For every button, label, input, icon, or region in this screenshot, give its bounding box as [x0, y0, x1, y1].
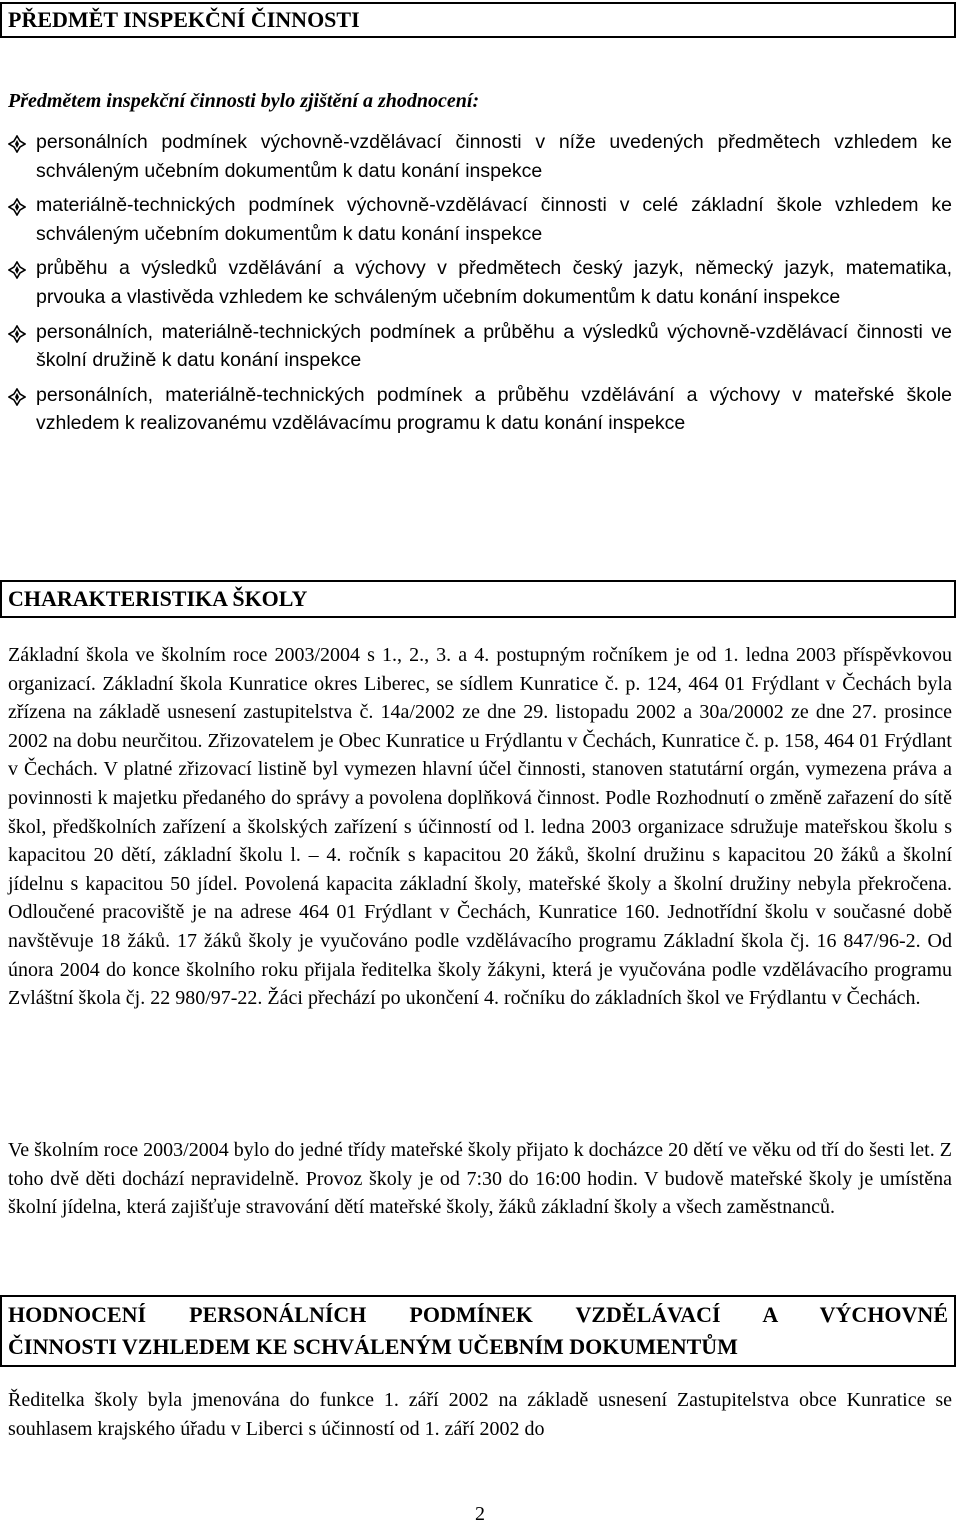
- bullet-text: personálních podmínek výchovně-vzdělávací činnosti v níže uvedených předmětech vzhledem ke schváleným učebním dokumentům k datu konání inspekce: [36, 131, 952, 182]
- page-number: 2: [475, 1503, 485, 1525]
- diamond-bullet-icon: [8, 135, 26, 153]
- diamond-bullet-icon: [8, 198, 26, 216]
- section-title: CHARAKTERISTIKA ŠKOLY: [8, 586, 308, 611]
- paragraph-director: Ředitelka školy byla jmenována do funkce 1. září 2002 na základě usnesení Zastupitelstva obce Kunratice se souhlasem krajského úřadu v Liberci s účinností od 1. září 2002 do: [8, 1389, 952, 1440]
- list-item: [8, 318, 952, 375]
- diamond-bullet-icon: [8, 325, 26, 343]
- diamond-bullet-icon: [8, 261, 26, 279]
- list-item: [8, 191, 952, 248]
- paragraph-kindergarten: Ve školním roce 2003/2004 bylo do jedné třídy mateřské školy přijato k docházce 20 dětí ve věku od tří do šesti let. Z toho dvě děti dochází nepravidelně. Provoz školy je od 7:30 do 16:00 hodin. V budově mateřské školy je umístěna školní jídelna, která zajišťuje stravování dětí mateřské školy, žáků základní školy a všech zaměstnanců.: [8, 1139, 952, 1219]
- list-item: [8, 381, 952, 438]
- bullet-text: materiálně-technických podmínek výchovně-vzdělávací činnosti v celé základní škole vzhledem ke schváleným učebním dokumentům k datu konání inspekce: [36, 194, 952, 245]
- bullet-text: průběhu a výsledků vzdělávání a výchovy v předmětech český jazyk, německý jazyk, matematika, prvouka a vlastivěda vzhledem ke schváleným učebním dokumentům k datu konání inspekce: [36, 257, 952, 308]
- section-title-line-1: HODNOCENÍ PERSONÁLNÍCH PODMÍNEK VZDĚLÁVACÍ A VÝCHOVNÉ: [8, 1302, 948, 1327]
- section-title-line-2: ČINNOSTI VZHLEDEM KE SCHVÁLENÝM UČEBNÍM DOKUMENTŮM: [8, 1334, 738, 1359]
- bullet-text: personálních, materiálně-technických podmínek a průběhu a výsledků výchovně-vzdělávací činnosti ve školní družině k datu konání inspekce: [36, 320, 952, 372]
- bullet-text: personálních, materiálně-technických podmínek a průběhu vzdělávání a výchovy v mateřské škole vzhledem k realizovanému vzdělávacímu programu k datu konání inspekce: [36, 383, 952, 435]
- section-heading-school-characteristics: [0, 580, 956, 618]
- diamond-bullet-icon: [8, 388, 26, 406]
- inspection-bullet-list: [8, 128, 952, 444]
- section-heading-staff-evaluation: [0, 1295, 956, 1367]
- section-title: PŘEDMĚT INSPEKČNÍ ČINNOSTI: [8, 7, 360, 32]
- list-item: [8, 128, 952, 185]
- subheading: Předmětem inspekční činnosti bylo zjištění a zhodnocení:: [8, 90, 480, 112]
- paragraph-school-profile: Základní škola ve školním roce 2003/2004 s 1., 2., 3. a 4. postupným ročníkem je od 1. ledna 2003 příspěvkovou organizací. Základní škola Kunratice okres Liberec, se sídlem Kunratice č. p. 124, 464 01 Frýdlant v Čechách byla zřízena na základě usnesení zastupitelstva č. 14a/2002 ze dne 29. listopadu 2002 a 30a/20002 ze dne 27. prosince 2002 na dobu neurčitou. Zřizovatelem je Obec Kunratice u Frýdlantu v Čechách, Kunratice č. p. 158, 464 01 Frýdlant v Čechách. V platné zřizovací listině byl vymezen hlavní účel činnosti, stanoven statutární orgán, vymezena práva a povinnosti k majetku předaného do správy a povolena doplňková činnost. Podle Rozhodnutí o změně zařazení do sítě škol, předškolních zařízení a školských zařízení s účinností od l. ledna 2003 organizace sdružuje mateřskou školu s kapacitou 20 dětí, základní školu l. – 4. ročník s kapacitou 20 žáků, školní družinu s kapacitou 20 žáků a školní jídelnu s kapacitou 50 jídel. Povolená kapacita základní školy, mateřské školy a školní družiny nebyla překročena. Odloučené pracoviště je na adrese 464 01 Frýdlant v Čechách, Kunratice 160. Jednotřídní školu v současné době navštěvuje 18 žáků. 17 žáků školy je vyučováno podle vzdělávacího programu Základní škola čj. 16 847/96-2. Od února 2004 do konce školního roku přijala ředitelka školy žákyni, která je vyučována podle vzdělávacího programu Zvláštní škola čj. 22 980/97-22. Žáci přechází po ukončení 4. ročníku do základních škol ve Frýdlantu v Čechách.: [8, 644, 952, 1010]
- section-heading-inspection-subject: [0, 2, 956, 38]
- list-item: [8, 254, 952, 311]
